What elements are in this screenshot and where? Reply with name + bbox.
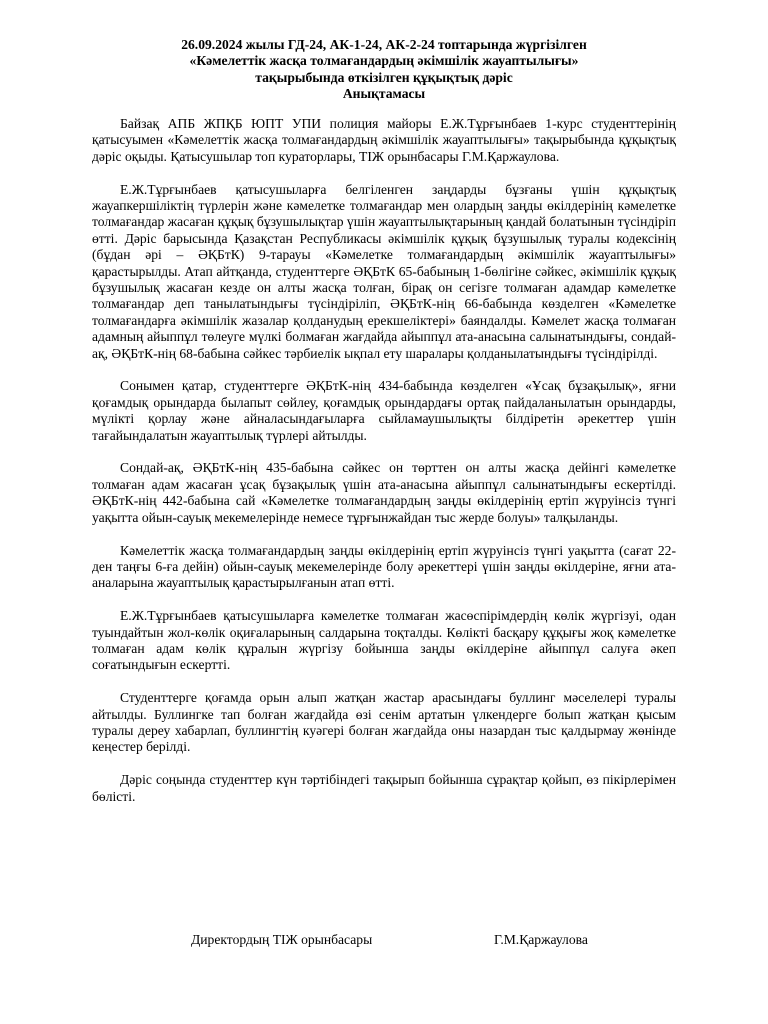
paragraph: Байзақ АПБ ЖПҚБ ЮПТ УПИ полиция майоры Е.Ж.Тұрғынбаев 1-курс студенттерінің қатысуымен «Кәмелеттік жасқа толмағандардың әкімшілік жауаптылығы» тақырыбында құқықтық дәріс оқыды. Қатысушылар топ кураторлары, ТІЖ орынбасары Г.М.Қаржаулова. — [92, 116, 676, 164]
signature-title: Директордың ТІЖ орынбасары — [191, 932, 373, 947]
document-body — [92, 116, 676, 821]
header-lecture: тақырыбында өткізілген құқықтық дәріс — [255, 69, 513, 85]
header-doc-type: Анықтамасы — [342, 86, 426, 102]
paragraph: Сонымен қатар, студенттерге ӘҚБтК-нің 434-бабында көзделген «Ұсақ бұзақылық», яғни қоғамдық орындарда былапыт сөйлеу, қоғамдық орындардағы ортақ пайдаланылатын орындарды, мүлікті қорлау және айналасындағыларға сыйламаушылықты білдіретін әрекеттер үшін тағайындалатын жауаптылық түрлері айтылды. — [92, 378, 676, 443]
paragraph: Е.Ж.Тұрғынбаев қатысушыларға кәмелетке толмаған жасөспірімдердің көлік жүргізуі, одан туындайтын жол-көлік оқиғаларының салдарына тоқталды. Көлікті басқару құқығы жоқ кәмелетке толмаған адам көлік құралын жүргізу бойынша заңды өкілдеріне айыппұл салуға әкеп соғатындығын ескертті. — [92, 608, 676, 673]
paragraph: Сондай-ақ, ӘҚБтК-нің 435-бабына сәйкес он төрттен он алты жасқа дейінгі кәмелетке толмаған адам жасаған ұсақ бұзақылық үшін ата-анасына айыппұл салынатындығы ескертілді. ӘҚБтК-нің 442-бабына сай «Кәмелетке толмағандардың заңды өкілдерінің ертіп жүруінсіз түнгі уақытта ойын-сауық мекемелерінде немесе тұрғынжайдан тыс жерде болуы» талқыланды. — [92, 460, 676, 525]
paragraph: Дәріс соңында студенттер күн тәртібіндегі тақырып бойынша сұрақтар қойып, өз пікірлерімен бөлісті. — [92, 772, 676, 804]
header-topic: «Кәмелеттік жасқа толмағандардың әкімшілік жауаптылығы» — [189, 53, 579, 69]
header-date-groups: 26.09.2024 жылы ГД-24, АК-1-24, АК-2-24 топтарында жүргізілген — [181, 37, 587, 52]
signature-name: Г.М.Қаржаулова — [494, 932, 588, 947]
document-header — [92, 37, 676, 103]
paragraph: Студенттерге қоғамда орын алып жатқан жастар арасындағы буллинг мәселелері туралы айтылды. Буллингке тап болған жағдайда өзі сенім артатын үлкендерге болып жатқан қысым туралы дереу хабарлап, буллингтің куәгері болған жағдайда оны назардан тыс қалдырмау жөнінде кеңестер берілді. — [92, 690, 676, 755]
paragraph: Кәмелеттік жасқа толмағандардың заңды өкілдерінің ертіп жүруінсіз түнгі уақытта (сағат 22-ден таңғы 6-ға дейін) ойын-сауық мекемелерінде болу әрекеттері үшін заңды өкілдеріне, яғни ата-аналарына жауаптылық қарастырылғанын атап өтті. — [92, 542, 676, 591]
paragraph: Е.Ж.Тұрғынбаев қатысушыларға белгіленген заңдарды бұзғаны үшін құқықтық жауапкершіліктің түрлерін және кәмелетке толмағандар мен олардың заңды өкілдерінің кәмелетке толмағандар жасаған құқық бұзушылықтар үшін жауаптылықтарының қандай болатынын түсіндіріп өтті. Дәріс барысында Қазақстан Республикасы әкімшілік құқық бұзушылық туралы кодексінің (бұдан әрі – ӘҚБтК) 9-тарауы «Кәмелетке толмағандардың әкімшілік жауаптылығы» қарастырылды. Атап айтқанда, студенттерге ӘҚБтК 65-бабының 1-бөлігіне сәйкес, әкімшілік құқық бұзушылық жасаған кезде он алты жасқа толған, бірақ он сегізге толмаған адамдар кәмелетке толмағандар деп танылатындығы түсіндіріліп, ӘҚБтК-нің 66-бабында көзделген «Кәмелетке толмағандарға әкімшілік жазалар қолданудың ерекшеліктері» баяндалды. Кәмелет жасқа толмаған адамның айыппұл төлеуге мүлкі болмаған жағдайда айыппұл ата-анасына салынатындығы, сондай-ақ, ӘҚБтК-нің 68-бабына сәйкес тәрбиелік ықпал ету шаралары қолданылатындығы түсіндірілді. — [92, 181, 676, 361]
signature-block — [191, 932, 621, 950]
